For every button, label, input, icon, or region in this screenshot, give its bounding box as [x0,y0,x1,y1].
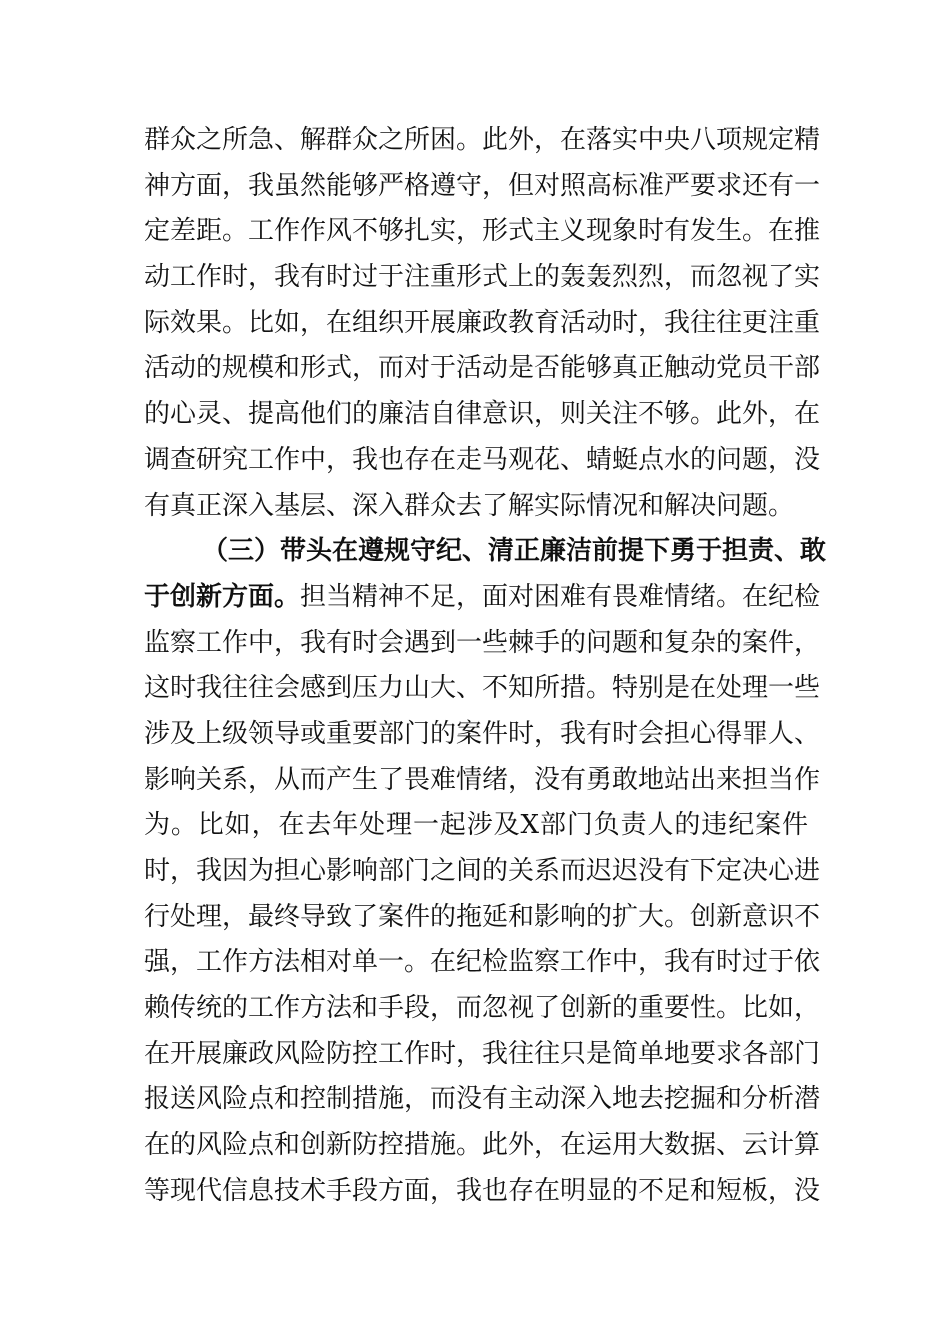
text-line: 在的风险点和创新防控措施。此外，在运用大数据、云计算 [144,1130,821,1161]
text-line: 活动的规模和形式，而对于活动是否能够真正触动党员干部 [144,353,821,384]
text-line: 在开展廉政风险防控工作时，我往往只是简单地要求各部门 [144,1038,821,1069]
section-heading: （三）带头在遵规守纪、清正廉洁前提下勇于担责、敢 [202,536,827,567]
text-line: 监察工作中，我有时会遇到一些棘手的问题和复杂的案件， [144,627,821,658]
section-heading-end: 于创新方面。 [144,581,301,612]
text-line: 有真正深入基层、深入群众去了解实际情况和解决问题。 [144,490,795,521]
text-span: 担当精神不足，面对困难有畏难情绪。在纪检 [300,581,821,612]
text-line: 为。比如，在去年处理一起涉及X部门负责人的违纪案件 [144,810,808,841]
paragraph-2 [144,529,827,1214]
text-line [144,575,821,621]
text-line: 定差距。工作作风不够扎实，形式主义现象时有发生。在推 [144,216,821,247]
text-line: 行处理，最终导致了案件的拖延和影响的扩大。创新意识不 [144,901,821,932]
text-line: 的心灵、提高他们的廉洁自律意识，则关注不够。此外，在 [144,399,821,430]
text-line: 际效果。比如，在组织开展廉政教育活动时，我往往更注重 [144,307,821,338]
text-line: 赖传统的工作方法和手段，而忽视了创新的重要性。比如， [144,993,821,1024]
paragraph-1 [144,118,821,529]
text-line: 这时我往往会感到压力山大、不知所措。特别是在处理一些 [144,673,821,704]
text-line: 群众之所急、解群众之所困。此外，在落实中央八项规定精 [144,125,821,155]
text-line: 时，我因为担心影响部门之间的关系而迟迟没有下定决心进 [144,856,821,886]
text-line: 影响关系，从而产生了畏难情绪，没有勇敢地站出来担当作 [144,764,821,795]
text-line: 动工作时，我有时过于注重形式上的轰轰烈烈，而忽视了实 [144,262,821,293]
text-line: 涉及上级领导或重要部门的案件时，我有时会担心得罪人、 [144,718,821,749]
text-line: 调查研究工作中，我也存在走马观花、蜻蜓点水的问题，没 [144,444,821,475]
text-line: 强，工作方法相对单一。在纪检监察工作中，我有时过于依 [144,947,821,978]
document-body [144,118,827,1215]
text-line: 等现代信息技术手段方面，我也存在明显的不足和短板，没 [144,1175,821,1206]
text-line: 报送风险点和控制措施，而没有主动深入地去挖掘和分析潜 [144,1084,821,1115]
text-line: 神方面，我虽然能够严格遵守，但对照高标准严要求还有一 [144,170,821,201]
